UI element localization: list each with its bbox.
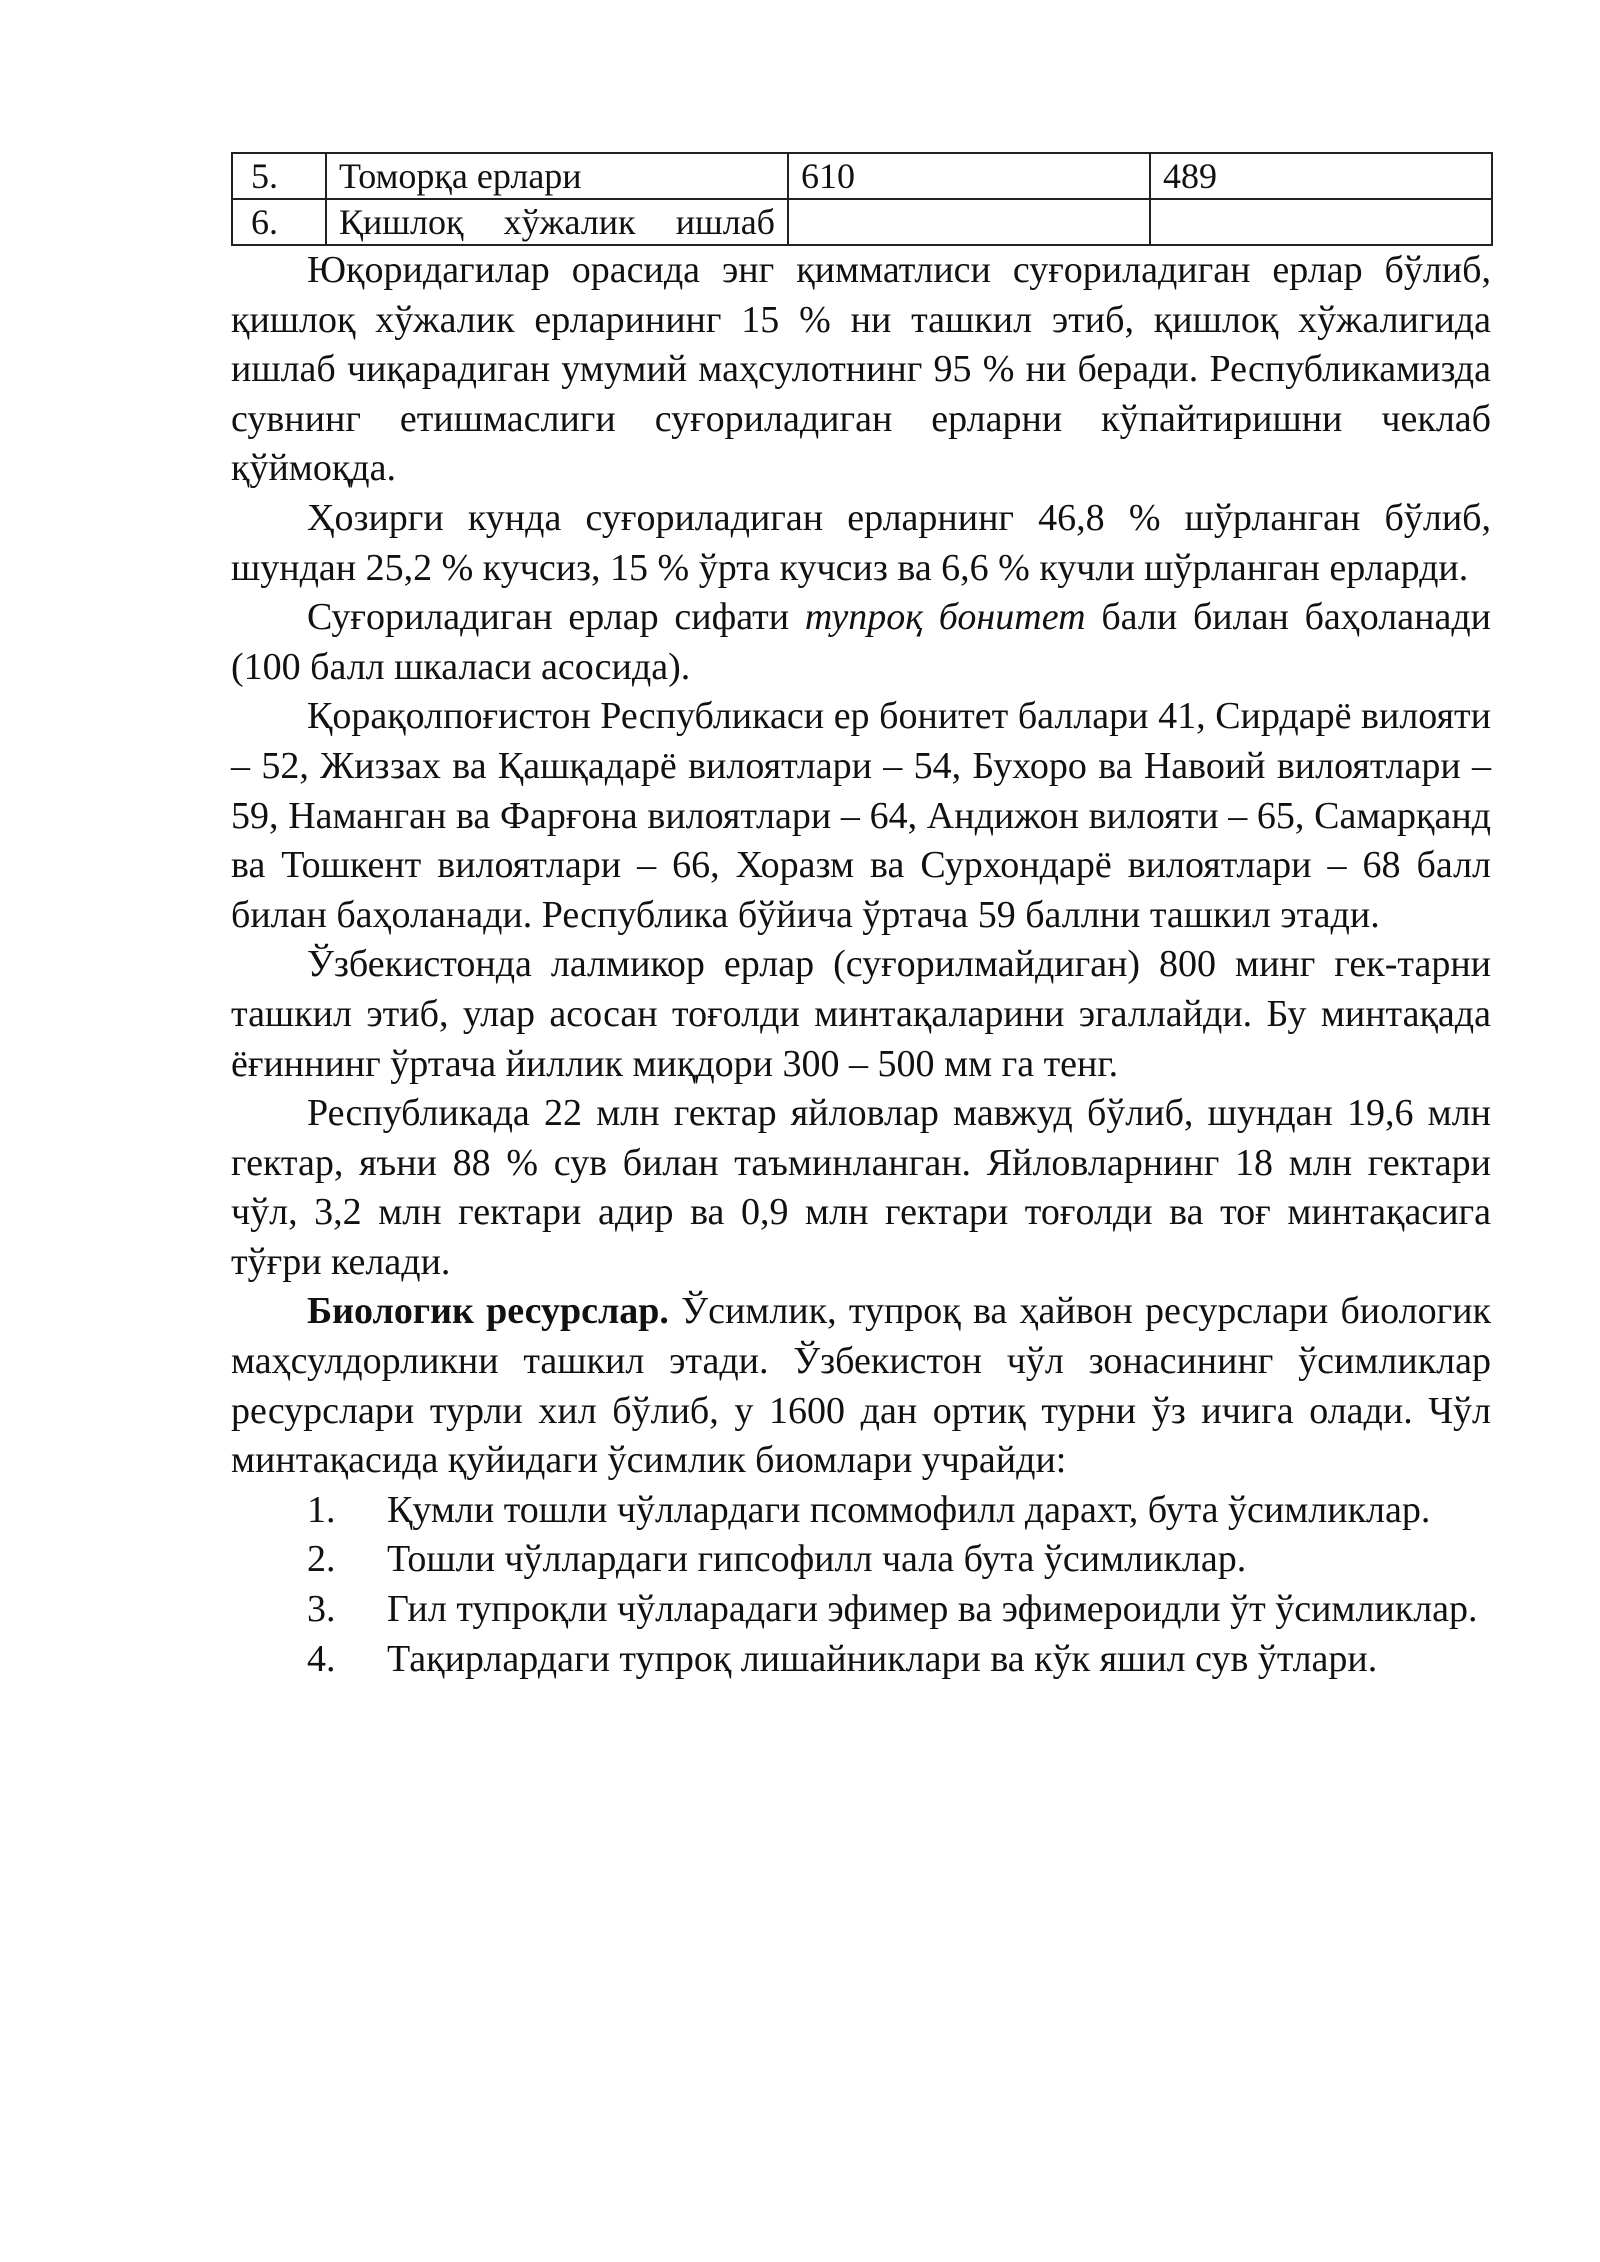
paragraph-rainfed-lands: Ўзбекистонда лалмикор ерлар (суғорилмайдиган) 800 минг гек-тарни ташкил этиб, улар асосан тоғолди минтақаларини эгаллайди. Бу минтақада ёғиннинг ўртача йиллик миқдори 300 – 500 мм га тенг. <box>231 943 1491 1085</box>
list-item <box>231 1535 1491 1585</box>
row-value-1: 610 <box>788 153 1150 199</box>
table-row <box>232 199 1492 245</box>
list-item <box>231 1635 1491 1685</box>
text-span: бали билан баҳоланади (100 балл шкаласи асосида). <box>231 596 1491 688</box>
row-value-2: 489 <box>1150 153 1492 199</box>
row-name: Қишлоқ хўжалик ишлаб <box>326 199 788 245</box>
paragraph-salinization: Ҳозирги кунда суғориладиган ерларнинг 46,8 % шўрланган бўлиб, шундан 25,2 % кучсиз, 15 % ўрта кучсиз ва 6,6 % кучли шўрланган ерларди. <box>231 496 1491 589</box>
italic-term: тупроқ бонитет <box>804 596 1086 639</box>
row-number: 5. <box>232 153 326 199</box>
list-index: 3. <box>307 1588 336 1631</box>
list-text: Қумли тошли чўллардаги псоммофилл дарахт, бута ўсимликлар. <box>387 1488 1431 1531</box>
paragraph-irrigated-lands: Юқоридагилар орасида энг қимматлиси суғориладиган ерлар бўлиб, қишлоқ хўжалик ерларининг 15 % ни ташкил этиб, қишлоқ хўжалигида ишлаб чиқарадиган умумий маҳсулотнинг 95 % ни беради. Республикамизда сувнинг етишмаслиги суғориладиган ерларни кўпайтиришни чеклаб қўймоқда. <box>231 249 1491 490</box>
list-text: Тошли чўллардаги гипсофилл чала бута ўсимликлар. <box>387 1538 1247 1581</box>
list-index: 2. <box>307 1538 336 1581</box>
row-name: Томорқа ерлари <box>326 153 788 199</box>
row-number: 6. <box>232 199 326 245</box>
list-text: Гил тупроқли чўлларадаги эфимер ва эфимероидли ўт ўсимликлар. <box>387 1588 1478 1631</box>
list-text: Тақирлардаги тупроқ лишайниклари ва кўк яшил сув ўтлари. <box>387 1637 1378 1680</box>
page-content <box>231 152 1491 1684</box>
list-index: 1. <box>307 1488 336 1531</box>
bold-heading: Биологик ресурслар. <box>307 1290 669 1333</box>
list-item <box>231 1486 1491 1536</box>
paragraph-bonitet <box>231 593 1491 692</box>
text-span: Ўсимлик, тупроқ ва ҳайвон ресурслари биологик маҳсулдорликни ташкил этади. Ўзбекистон чўл зонасининг ўсимликлар ресурслари турли хил бўлиб, у 1600 дан ортиқ турни ўз ичига олади. Чўл минтақасида қуйидаги ўсимлик биомлари учрайди: <box>231 1290 1491 1482</box>
row-value-1 <box>788 199 1150 245</box>
land-table <box>231 152 1493 246</box>
list-index: 4. <box>307 1637 336 1680</box>
paragraph-biological-resources <box>231 1287 1491 1485</box>
paragraph-pastures: Республикада 22 млн гектар яйловлар мавжуд бўлиб, шундан 19,6 млн гектар, яъни 88 % сув билан таъминланган. Яйловларнинг 18 млн гектари чўл, 3,2 млн гектари адир ва 0,9 млн гектари тоғолди ва тоғ минтақасига тўғри келади. <box>231 1092 1491 1283</box>
table-row <box>232 153 1492 199</box>
text-span: Суғориладиган ерлар сифати <box>307 596 805 639</box>
list-item <box>231 1585 1491 1635</box>
paragraph-regional-scores: Қорақолпоғистон Республикаси ер бонитет баллари 41, Сирдарё вилояти – 52, Жиззах ва Қашқадарё вилоятлари – 54, Бухоро ва Навоий вилоятлари – 59, Наманган ва Фарғона вилоятлари – 64, Андижон вилояти – 65, Самарқанд ва Тошкент вилоятлари – 66, Хоразм ва Сурхондарё вилоятлари – 68 балл билан баҳоланади. Республика бўйича ўртача 59 баллни ташкил этади. <box>231 695 1491 936</box>
row-value-2 <box>1150 199 1492 245</box>
